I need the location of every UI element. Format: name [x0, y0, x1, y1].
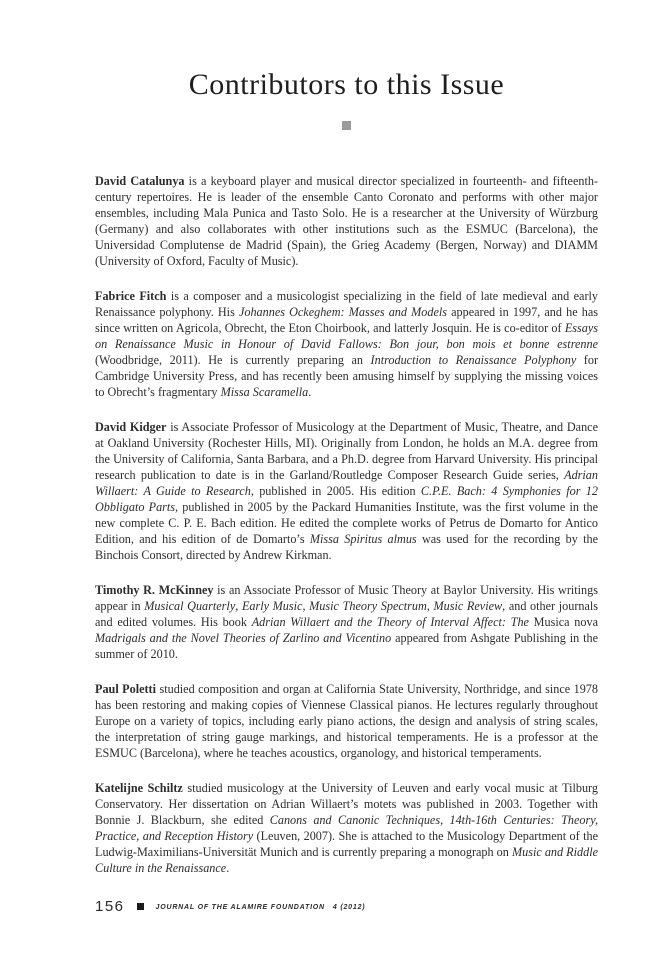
contributor-bio	[95, 582, 598, 662]
page-footer	[95, 898, 598, 915]
bio-text-run: studied composition and organ at California State University, Northridge, and since 1978 has been restoring and making copies of Viennese Classical pianos. He lectures regularly throughout Europe on a variety of topics, including early piano actions, the design and analysis of string scales, the interpretation of string gauge markings, and historical temperaments. He is a professor at the ESMUC (Barcelona), where he teaches acoustics, organology, and historical temperaments.	[95, 682, 598, 761]
contributor-bio	[95, 173, 598, 269]
contributor-name: David Catalunya	[95, 174, 185, 189]
contributor-name: Timothy R. McKinney	[95, 583, 214, 598]
bio-text-run: Introduction to Renaissance Polyphony	[370, 353, 577, 368]
bio-text-run: ,	[235, 599, 242, 614]
bio-text-run: Musica nova	[528, 615, 598, 630]
bio-text-run: Adrian Willaert and the Theory of Interval Affect: The	[251, 615, 529, 630]
bio-text-run: was used for the recording by the Binchois Consort, directed by Andrew Kirkman.	[95, 532, 598, 563]
contributor-name: Fabrice Fitch	[95, 289, 167, 304]
contributor-name: Katelijne Schiltz	[95, 781, 183, 796]
bio-text-run: ,	[302, 599, 310, 614]
page-content	[95, 0, 598, 895]
bio-text-run: , published in 2005 by the Packard Humanities Institute, was the first volume in the new complete C. P. E. Bach edition. He edited the complete works of Petrus de Domarto for Antico Edition, and his edition of de Domarto’s	[95, 500, 599, 547]
bio-text-run: is a composer and a musicologist specializing in the field of late medieval and early Renaissance polyphony. His	[95, 289, 598, 320]
title-ornament-row	[95, 121, 598, 130]
bio-text-run: Music and Riddle Culture in the Renaissance	[95, 845, 598, 876]
bio-text-run: (Leuven, 2007). She is attached to the Musicology Department of the Ludwig-Maximilians-Universität Munich and is currently preparing a monograph on	[95, 829, 598, 860]
bio-text-run: Missa Spiritus almus	[309, 532, 417, 547]
bio-text-run: Music Review	[433, 599, 503, 614]
bio-text-run: Musical Quarterly	[144, 599, 236, 614]
bio-text-run: Madrigals and the Novel Theories of Zarlino and Vicentino	[95, 631, 392, 646]
bio-text-run: appeared from Ashgate Publishing in the summer of 2010.	[95, 631, 598, 662]
journal-title: JOURNAL OF THE ALAMIRE FOUNDATION	[155, 904, 325, 911]
page-title: Contributors to this Issue	[188, 68, 505, 101]
bio-text-run: Canons and Canonic Techniques, 14th-16th Centuries: Theory, Practice, and Reception History	[95, 813, 598, 844]
gray-square-ornament-icon	[342, 121, 351, 130]
bio-text-run: Missa Scaramella	[220, 385, 309, 400]
bio-text-run: Adrian Willaert: A Guide to Research	[95, 468, 598, 499]
bio-text-run: is an Associate Professor of Music Theory at Baylor University. His writings appear in	[95, 583, 598, 614]
bio-text-run: Essays on Renaissance Music in Honour of David Fallows: Bon jour, bon mois et bonne estrenne	[95, 321, 598, 352]
bio-text-run: , and other journals and edited volumes. His book	[95, 599, 599, 630]
contributor-bio	[95, 780, 598, 876]
bio-text-run: .	[226, 861, 230, 876]
bio-text-run: (Woodbridge, 2011). He is currently preparing an	[95, 353, 371, 368]
bio-text-run: is a keyboard player and musical director specialized in fourteenth- and fifteenth-century repertoires. He is leader of the ensemble Canto Coronato and performs with other major ensembles, including Mala Punica and Tasto Solo. He is a researcher at the University of Würzburg (Germany) and also collaborates with other institutions such as the ESMUC (Barcelona), the Universidad Complutense de Madrid (Spain), the Grieg Academy (Bergen, Norway) and DIAMM (University of Oxford, Faculty of Music).	[95, 174, 598, 269]
contributor-bio	[95, 288, 598, 400]
contributor-name: Paul Poletti	[95, 682, 157, 697]
bio-text-run: for Cambridge University Press, and has recently been amusing himself by supplying the missing voices to Obrecht’s fragmentary	[95, 353, 599, 400]
bio-text-run: ,	[426, 599, 434, 614]
bio-text-run: C.P.E. Bach: 4 Symphonies for 12 Obbligato Parts	[95, 484, 598, 515]
issue-info: 4 (2012)	[332, 904, 366, 911]
bio-text-run: Johannes Ockeghem: Masses and Models	[238, 305, 448, 320]
contributor-bio	[95, 419, 598, 563]
contributor-bio	[95, 681, 598, 761]
bio-text-run: studied musicology at the University of Leuven and early vocal music at Tilburg Conservatory. Her dissertation on Adrian Willaert’s motets was published in 2003. Together with Bonnie J. Blackburn, she edited	[95, 781, 598, 828]
bio-text-run: is Associate Professor of Musicology at the Department of Music, Theatre, and Dance at Oakland University (Rochester Hills, MI). Originally from London, he holds an M.A. degree from the University of California, Santa Barbara, and a Ph.D. degree from Harvard University. His principal research publication to date is in the Garland/Routledge Composer Research Guide series,	[95, 420, 598, 483]
footer-square-icon	[137, 903, 144, 910]
page-number: 156	[95, 898, 125, 915]
bio-text-run: Music Theory Spectrum	[309, 599, 427, 614]
bio-text-run: Early Music	[241, 599, 303, 614]
bio-text-run: .	[308, 385, 312, 400]
bio-text-run: appeared in 1997, and he has since written on Agricola, Obrecht, the Eton Choirbook, and latterly Josquin. He is co-editor of	[95, 305, 598, 336]
contributor-name: David Kidger	[95, 420, 167, 435]
contributors-list	[95, 173, 598, 876]
bio-text-run: , published in 2005. His edition	[250, 484, 421, 499]
